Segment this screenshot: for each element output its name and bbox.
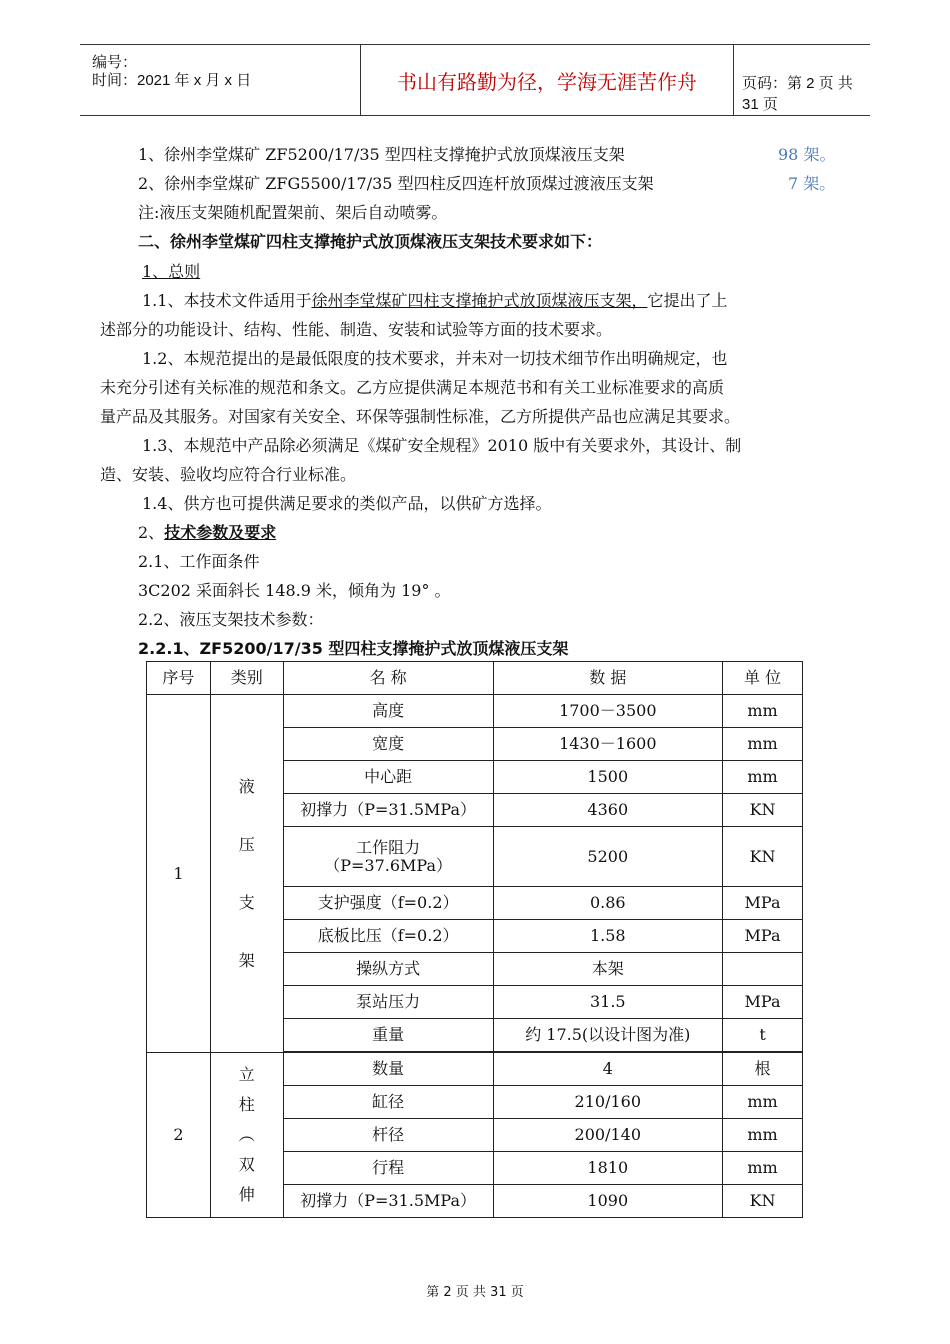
group-2-category-char: 双 bbox=[238, 1155, 255, 1174]
group-1-category-char: 压 bbox=[238, 834, 255, 854]
doc-number-label: 编号： bbox=[92, 54, 138, 71]
row-name: 缸径 bbox=[283, 1086, 493, 1119]
header-motto: 书山有路勤为径，学海无涯苦作舟 bbox=[360, 45, 734, 115]
row-value: 31.5 bbox=[493, 986, 723, 1019]
row-unit: mm bbox=[723, 728, 803, 761]
row-name bbox=[283, 827, 493, 887]
row-value: 5200 bbox=[493, 827, 723, 887]
row-unit: t bbox=[723, 1019, 803, 1052]
spec-table bbox=[146, 661, 803, 1218]
tech-heading-num: 2、 bbox=[138, 523, 165, 542]
group-2-category bbox=[210, 1053, 283, 1218]
row-value: 1810 bbox=[493, 1152, 723, 1185]
tech-heading-title: 技术参数及要求 bbox=[164, 523, 277, 542]
row-unit: mm bbox=[723, 1152, 803, 1185]
para-1-4: 1.4、供方也可提供满足要求的类似产品，以供矿方选择。 bbox=[142, 494, 552, 513]
para-1-2-line-3: 量产品及其服务。对国家有关安全、环保等强制性标准，乙方所提供产品也应满足其要求。 bbox=[100, 407, 741, 426]
header-category: 类别 bbox=[210, 662, 283, 695]
para-2-1-detail: 3C202 采面斜长 148.9 米，倾角为 19° 。 bbox=[138, 581, 451, 600]
row-value: 4 bbox=[493, 1053, 723, 1086]
para-1-1-tail: 它提出了上 bbox=[647, 291, 728, 310]
para-1-3-line-1: 1.3、本规范中产品除必须满足《煤矿安全规程》2010 版中有关要求外，其设计、制 bbox=[142, 436, 742, 455]
row-unit: MPa bbox=[723, 920, 803, 953]
header-meta bbox=[80, 45, 280, 115]
row-value: 1.58 bbox=[493, 920, 723, 953]
doc-date-label: 时间：2021 年 x 月 x 日 bbox=[92, 72, 252, 89]
row-unit: KN bbox=[723, 794, 803, 827]
table-row bbox=[147, 695, 803, 728]
row-value: 1500 bbox=[493, 761, 723, 794]
header-value: 数 据 bbox=[493, 662, 723, 695]
row-value: 1090 bbox=[493, 1185, 723, 1218]
group-2-category-char: 伸 bbox=[238, 1185, 255, 1204]
page-header bbox=[80, 44, 870, 116]
row-name: 泵站压力 bbox=[283, 986, 493, 1019]
row-name: 高度 bbox=[283, 695, 493, 728]
section-heading: 二、徐州李堂煤矿四柱支撑掩护式放顶煤液压支架技术要求如下： bbox=[138, 232, 603, 251]
row-name: 宽度 bbox=[283, 728, 493, 761]
general-heading: 1、总则 bbox=[142, 262, 201, 281]
row-name: 行程 bbox=[283, 1152, 493, 1185]
intro-item-1: 1、徐州李堂煤矿 ZF5200/17/35 型四柱支撑掩护式放顶煤液压支架 bbox=[138, 145, 625, 164]
intro-note: 注:液压支架随机配置架前、架后自动喷雾。 bbox=[138, 203, 448, 222]
group-1-category-char: 架 bbox=[238, 950, 255, 970]
row-value: 200/140 bbox=[493, 1119, 723, 1152]
row-unit: mm bbox=[723, 695, 803, 728]
row-value: 约 17.5(以设计图为准) bbox=[493, 1019, 723, 1052]
row-value: 4360 bbox=[493, 794, 723, 827]
row-value: 本架 bbox=[493, 953, 723, 986]
group-2-category-char: 立 bbox=[238, 1065, 255, 1084]
row-name: 重量 bbox=[283, 1019, 493, 1052]
page-footer: 第 2 页 共 31 页 bbox=[426, 1285, 524, 1300]
row-unit: mm bbox=[723, 761, 803, 794]
row-name: 初撑力（P=31.5MPa） bbox=[283, 794, 493, 827]
para-1-1-cont: 述部分的功能设计、结构、性能、制造、安装和试验等方面的技术要求。 bbox=[100, 320, 613, 339]
row-unit: KN bbox=[723, 827, 803, 887]
row-unit: mm bbox=[723, 1119, 803, 1152]
row-value: 1430－1600 bbox=[493, 728, 723, 761]
tech-heading bbox=[138, 523, 276, 543]
para-1-2-line-2: 未充分引述有关标准的规范和条文。乙方应提供满足本规范书和有关工业标准要求的高质 bbox=[100, 378, 725, 397]
para-1-1-lead: 1.1、本技术文件适用于 bbox=[142, 291, 312, 310]
para-2-2: 2.2、液压支架技术参数： bbox=[138, 610, 324, 629]
group-1-seq: 1 bbox=[147, 695, 211, 1053]
row-value: 1700－3500 bbox=[493, 695, 723, 728]
header-unit: 单 位 bbox=[723, 662, 803, 695]
group-1-category-char: 液 bbox=[238, 776, 255, 796]
row-unit: MPa bbox=[723, 887, 803, 920]
row-name: 操纵方式 bbox=[283, 953, 493, 986]
row-name: 杆径 bbox=[283, 1119, 493, 1152]
group-1-category-char: 支 bbox=[238, 892, 255, 912]
row-unit: mm bbox=[723, 1086, 803, 1119]
table-caption: 2.2.1、ZF5200/17/35 型四柱支撑掩护式放顶煤液压支架 bbox=[138, 639, 569, 658]
para-1-3-line-2: 造、安装、验收均应符合行业标准。 bbox=[100, 465, 357, 484]
table-header-row bbox=[147, 662, 803, 695]
row-name: 中心距 bbox=[283, 761, 493, 794]
group-1-category bbox=[210, 695, 283, 1053]
row-unit bbox=[723, 953, 803, 986]
row-unit: MPa bbox=[723, 986, 803, 1019]
header-name: 名 称 bbox=[283, 662, 493, 695]
group-2-category-char: 柱 bbox=[238, 1095, 255, 1114]
group-2-category-char: ︵ bbox=[238, 1125, 255, 1144]
intro-item-2-qty: 7 架。 bbox=[788, 174, 836, 193]
row-name-line-2: （P=37.6MPa） bbox=[324, 855, 452, 875]
row-name: 数量 bbox=[283, 1053, 493, 1086]
table-row bbox=[147, 1053, 803, 1086]
row-value: 210/160 bbox=[493, 1086, 723, 1119]
header-page-label: 页码：第 2 页 共 31 页 bbox=[742, 75, 853, 113]
para-1-2-line-1: 1.2、本规范提出的是最低限度的技术要求，并未对一切技术细节作出明确规定，也 bbox=[142, 349, 728, 368]
row-unit: 根 bbox=[723, 1053, 803, 1086]
group-2-seq: 2 bbox=[147, 1053, 211, 1218]
row-value: 0.86 bbox=[493, 887, 723, 920]
row-name-line-1: 工作阻力 bbox=[356, 837, 421, 857]
row-name: 支护强度（f=0.2） bbox=[283, 887, 493, 920]
row-unit: KN bbox=[723, 1185, 803, 1218]
para-2-1: 2.1、工作面条件 bbox=[138, 552, 260, 571]
para-1-1-subject: 徐州李堂煤矿四柱支撑掩护式放顶煤液压支架， bbox=[311, 291, 648, 310]
intro-item-2: 2、徐州李堂煤矿 ZFG5500/17/35 型四柱反四连杆放顶煤过渡液压支架 bbox=[138, 174, 654, 193]
row-name: 底板比压（f=0.2） bbox=[283, 920, 493, 953]
row-name: 初撑力（P=31.5MPa） bbox=[283, 1185, 493, 1218]
para-1-1 bbox=[142, 291, 727, 311]
intro-item-1-qty: 98 架。 bbox=[778, 145, 836, 164]
header-seq: 序号 bbox=[147, 662, 211, 695]
